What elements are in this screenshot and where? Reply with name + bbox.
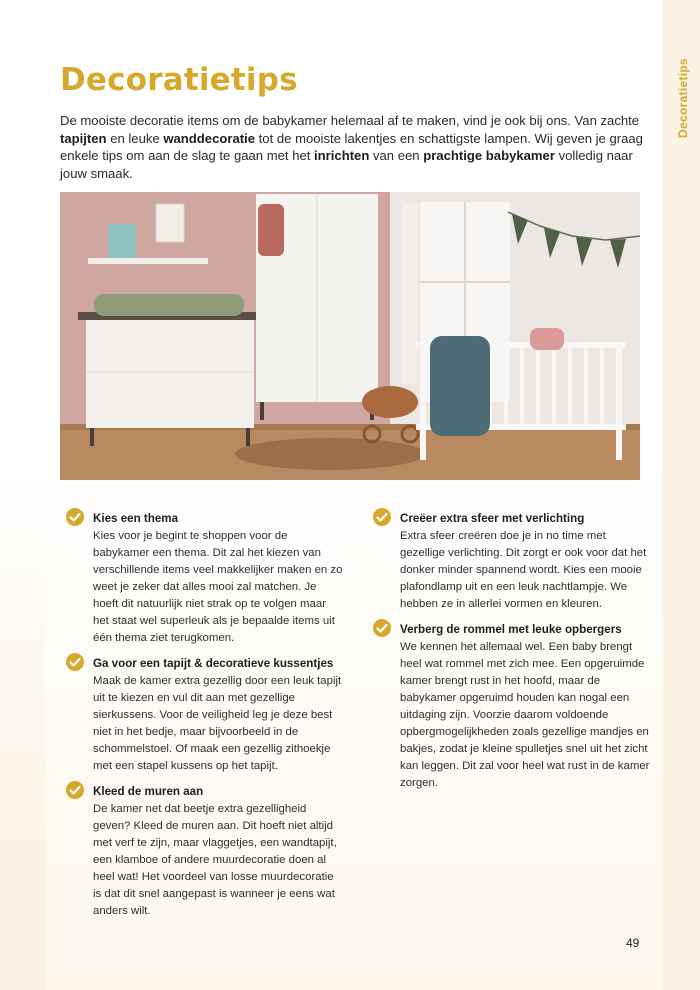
nursery-photo	[60, 192, 640, 480]
intro-text-5: volledig naar jouw smaak.	[60, 148, 633, 181]
intro-bold-2: wanddecoratie	[163, 130, 256, 146]
page-number: 49	[626, 936, 640, 950]
tip-item	[93, 656, 343, 775]
intro-text-3: tot de mooiste lakentjes en schattigste lampen. Wij geven je graag enkele tips om aan de slag te gaan met het	[60, 130, 643, 164]
page-title: Decoratietips	[60, 62, 298, 98]
wicker-basket	[362, 386, 418, 418]
intro-bold-3: inrichten	[314, 148, 370, 164]
curtain	[402, 204, 418, 384]
nursery-illustration	[60, 192, 640, 480]
intro-paragraph	[60, 112, 645, 182]
check-circle-icon	[65, 507, 85, 527]
tip-title: Kleed de muren aan	[93, 785, 204, 798]
intro-text-1: De mooiste decoratie items om de babykamer helemaal af te maken, vind je ook bij ons. Van zachte	[60, 113, 640, 128]
tip-text: Kies voor je begint te shoppen voor de babykamer een thema. Dit zal het kiezen van verschillende items veel makkelijker maken en zo weet je zeker dat alles mooi zal matchen. Je hoeft dit natuurlijk niet strak op te volgen maar het staat wel superleuk als je bepaalde items uit één thema ziet terugkomen.	[93, 530, 343, 644]
knitted-blanket	[430, 336, 490, 436]
cushion	[530, 328, 564, 350]
background-shade	[0, 500, 45, 990]
check-circle-icon	[372, 507, 392, 527]
hanging-jacket	[258, 204, 284, 256]
tip-item	[400, 622, 650, 792]
tip-text: We kennen het allemaal wel. Een baby brengt heel wat rommel met zich mee. Een opgeruimde kamer brengt rust in het hoofd, maar de babykamer opgeruimd houden kan nogal een uitdaging zijn. Voorzie daarom voldoende opbergmogelijkheden zoals gezellige mandjes en bakjes, zodat je kleine spulletjes snel uit het zicht kan leggen. Dit zal voor heel wat rust in de kamer zorgen.	[400, 641, 650, 789]
intro-text-2: en leuke	[106, 130, 164, 146]
tip-text: De kamer net dat beetje extra gezelligheid geven? Kleed de muren aan. Dit hoeft niet altijd met verf te zijn, maar vlaggetjes, een wandtapijt, een klamboe of andere muurdecoratie doen al heel wat! Het voordeel van losse muurdecoratie is dat dit snel aangepast is wanneer je eens wat anders wilt.	[93, 803, 337, 917]
shelf-box	[108, 224, 136, 258]
tip-item	[93, 784, 343, 920]
intro-bold-4: prachtige babykamer	[423, 148, 555, 164]
wall-shelf	[88, 258, 208, 264]
tip-text: Maak de kamer extra gezellig door een leuk tapijt uit te kiezen en vul dit aan met gezellige sierkussens. Voor de veiligheid leg je deze best niet in het bedje, maar bijvoorbeeld in de schommelstoel. Of maak een gezellig zithoekje met een stapel kussens op het tapijt.	[93, 675, 342, 772]
side-tab	[662, 0, 700, 990]
rug	[235, 438, 425, 470]
tip-item	[93, 511, 343, 647]
check-circle-icon	[372, 618, 392, 638]
tip-item	[400, 511, 650, 613]
check-circle-icon	[65, 652, 85, 672]
changing-pad	[94, 294, 244, 316]
tip-title: Ga voor een tapijt & decoratieve kussentjes	[93, 657, 334, 670]
intro-bold-1: tapijten	[60, 130, 107, 146]
side-tab-label: Decoratietips	[676, 58, 690, 138]
tip-title: Verberg de rommel met leuke opbergers	[400, 623, 622, 636]
picture-frame	[156, 204, 184, 242]
tip-text: Extra sfeer creëren doe je in no time met gezellige verlichting. Dit zorgt er ook voor dat het donker minder spannend wordt. Kies een mooie plafondlamp uit en een leuk nachtlampje. We hebben ze in allerlei vormen en kleuren.	[400, 530, 647, 610]
intro-text-4: van een	[369, 148, 424, 164]
check-circle-icon	[65, 780, 85, 800]
tip-title: Kies een thema	[93, 512, 179, 525]
tip-title: Creëer extra sfeer met verlichting	[400, 512, 585, 525]
